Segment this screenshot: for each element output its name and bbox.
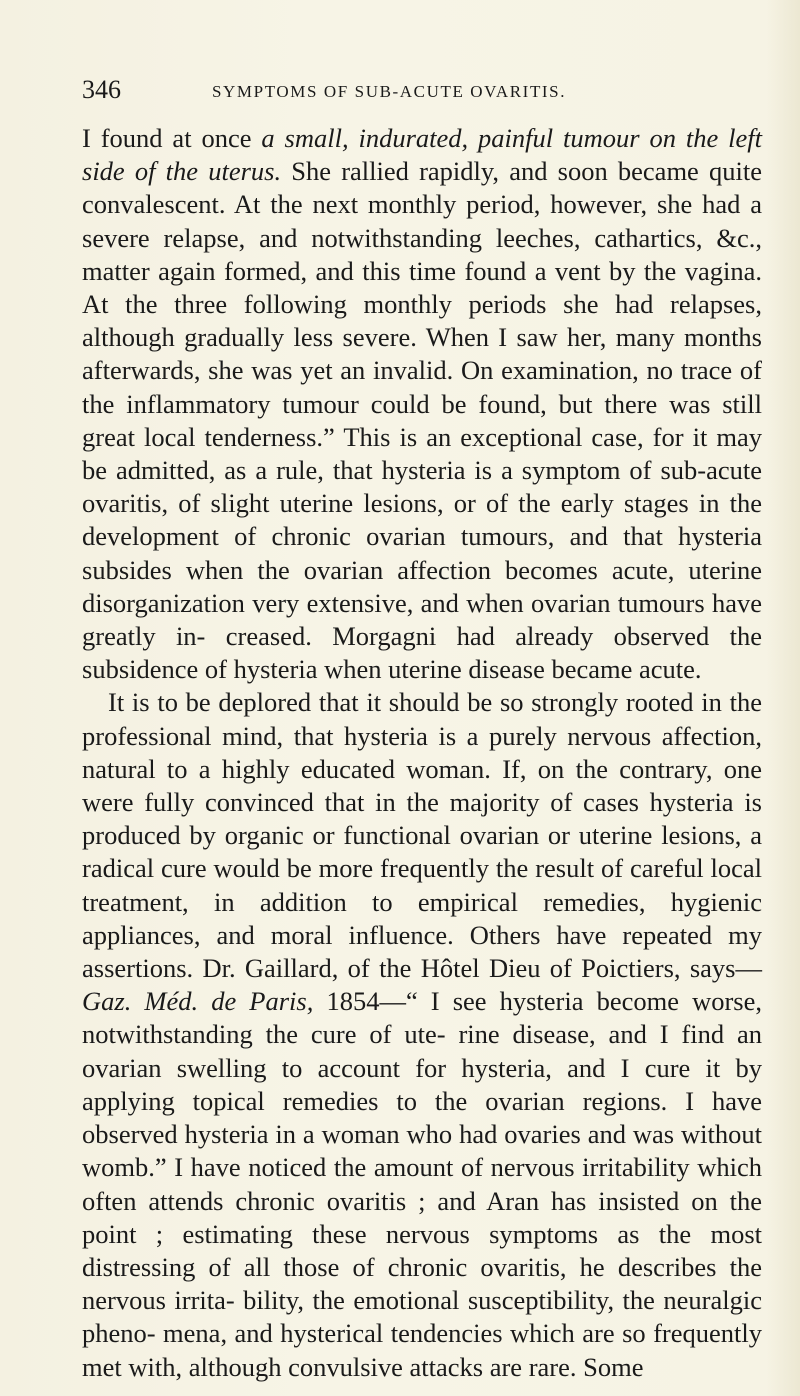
paragraph-2	[82, 686, 762, 1383]
page-header	[82, 74, 782, 106]
paragraph-1	[82, 122, 762, 686]
body-text	[82, 122, 762, 1384]
paragraph-1-italic-phrase: a small, indurated, painful tumour on the left side of the uterus.	[82, 123, 762, 187]
page-edge-shading	[766, 0, 800, 1396]
paragraph-2-text-b: 1854—“ I see hysteria become worse, notwithstanding the cure of ute- rine disease, and I find an ovarian swelling to account for hysteria, and I cure it by applying topical remedies to the ovarian regions. I have observed hysteria in a woman who had ovaries and was without womb.” I have noticed the amount of nervous irritability which often attends chronic ovaritis ; and Aran has insisted on the point ; estimating these nervous symptoms as the most distressing of all those of chronic ovaritis, he describes the nervous irrita- bility, the emotional susceptibility, the neuralgic pheno- mena, and hysterical tendencies which are so frequently met with, although convulsive attacks are rare. Some	[82, 986, 762, 1382]
paragraph-2-journal-title: Gaz. Méd. de Paris,	[82, 986, 314, 1017]
paragraph-2-text-a: It is to be deplored that it should be so strongly rooted in the professional mind, that hysteria is a purely nervous affection, natural to a highly educated woman. If, on the contrary, one were fully convinced that in the majority of cases hysteria is produced by organic or functional ovarian or uterine lesions, a radical cure would be more frequently the result of careful local treatment, in addition to empirical remedies, hygienic appliances, and moral influence. Others have repeated my assertions. Dr. Gaillard, of the Hôtel Dieu of Poictiers, says—	[82, 687, 762, 984]
page-number: 346	[82, 75, 121, 104]
paragraph-1-text-b: She rallied rapidly, and soon became quite convalescent. At the next monthly period, however, she had a severe relapse, and notwithstanding leeches, cathartics, &c., matter again formed, and this time found a vent by the vagina. At the three following monthly periods she had relapses, although gradually less severe. When I saw her, many months afterwards, she was yet an invalid. On examination, no trace of the inflammatory tumour could be found, but there was still great local tenderness.” This is an exceptional case, for it may be admitted, as a rule, that hysteria is a symptom of sub-acute ovaritis, of slight uterine lesions, or of the early stages in the development of chronic ovarian tumours, and that hysteria subsides when the ovarian affection becomes acute, uterine disorganization very extensive, and when ovarian tumours have greatly in- creased. Morgagni had already observed the subsidence of hysteria when uterine disease became acute.	[82, 156, 762, 685]
running-head: SYMPTOMS OF SUB-ACUTE OVARITIS.	[212, 82, 567, 101]
paragraph-1-text-a: I found at once	[82, 123, 262, 153]
